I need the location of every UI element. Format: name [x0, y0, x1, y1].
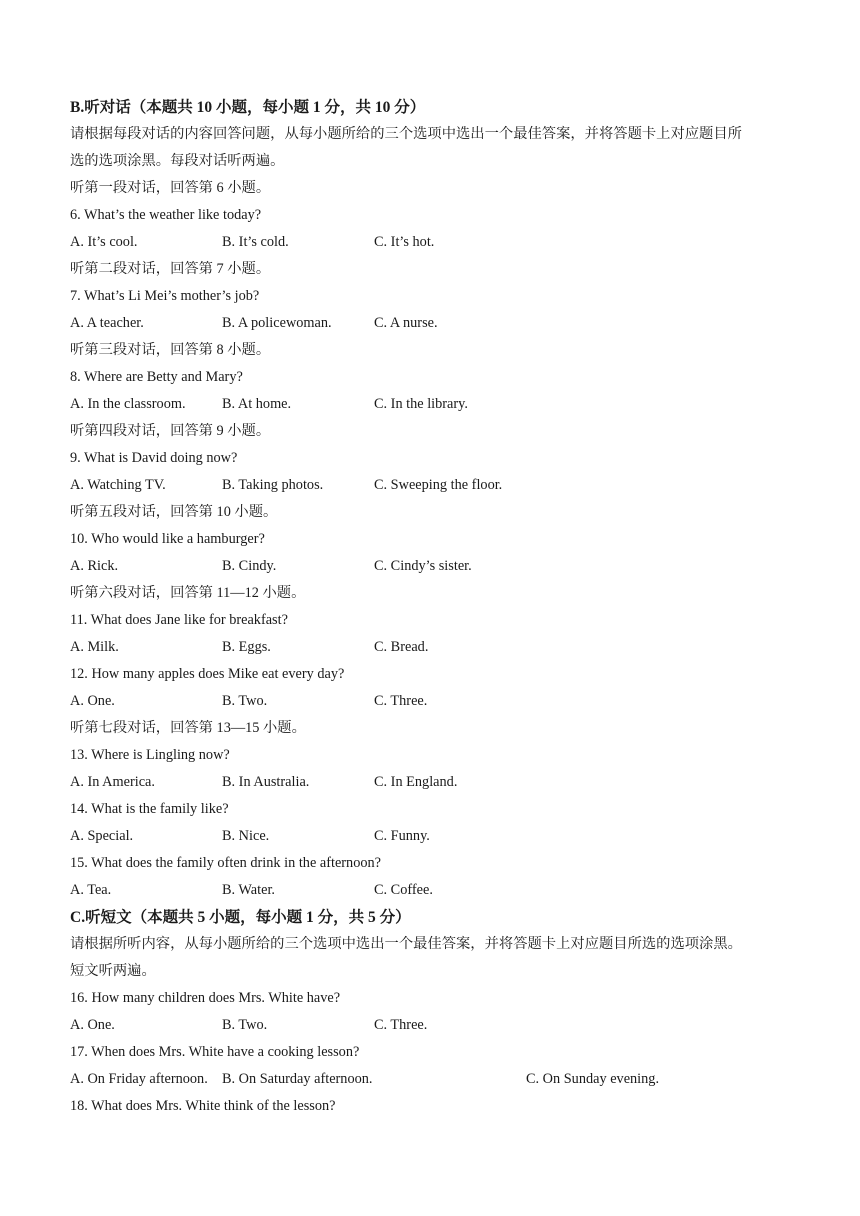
dialogue-note: 听第三段对话，回答第 8 小题。 [70, 342, 271, 358]
option-b: B. Cindy. [222, 558, 277, 574]
option-b: B. Taking photos. [222, 477, 324, 493]
option-b: B. Water. [222, 882, 275, 898]
option-a: A. Rick. [70, 558, 119, 574]
question-10: 10. Who would like a hamburger? [70, 531, 265, 547]
question-18: 18. What does Mrs. White think of the lesson? [70, 1098, 336, 1114]
option-c: C. It’s hot. [374, 234, 435, 250]
options-16 [70, 1012, 790, 1039]
exam-page [70, 94, 790, 1120]
options-10 [70, 553, 790, 580]
dialogue-note: 听第七段对话，回答第 13—15 小题。 [70, 720, 306, 736]
option-c: C. Three. [374, 1017, 428, 1033]
option-c: C. Cindy’s sister. [374, 558, 472, 574]
question-16: 16. How many children does Mrs. White have? [70, 990, 341, 1006]
option-b: B. Eggs. [222, 639, 271, 655]
option-c: C. Sweeping the floor. [374, 477, 503, 493]
option-b: B. Two. [222, 1017, 268, 1033]
option-a: A. One. [70, 1017, 115, 1033]
options-9 [70, 472, 790, 499]
question-12: 12. How many apples does Mike eat every day? [70, 666, 345, 682]
options-14 [70, 823, 790, 850]
options-8 [70, 391, 790, 418]
question-7: 7. What’s Li Mei’s mother’s job? [70, 288, 260, 304]
option-c: C. In the library. [374, 396, 468, 412]
option-a: A. Milk. [70, 639, 119, 655]
option-a: A. In America. [70, 774, 155, 790]
option-c: C. Bread. [374, 639, 429, 655]
option-c: C. On Sunday evening. [526, 1071, 660, 1087]
option-b: B. Two. [222, 693, 268, 709]
options-15 [70, 877, 790, 904]
question-6: 6. What’s the weather like today? [70, 207, 262, 223]
option-b: B. At home. [222, 396, 292, 412]
option-c: C. Coffee. [374, 882, 433, 898]
option-a: A. It’s cool. [70, 234, 138, 250]
option-c: C. Three. [374, 693, 428, 709]
question-11: 11. What does Jane like for breakfast? [70, 612, 288, 628]
option-c: C. Funny. [374, 828, 430, 844]
question-17: 17. When does Mrs. White have a cooking lesson? [70, 1044, 360, 1060]
dialogue-note: 听第一段对话，回答第 6 小题。 [70, 180, 271, 196]
options-17 [70, 1066, 790, 1093]
options-11 [70, 634, 790, 661]
options-6 [70, 229, 790, 256]
options-7 [70, 310, 790, 337]
option-b: B. Nice. [222, 828, 270, 844]
option-b: B. On Saturday afternoon. [222, 1071, 373, 1087]
question-9: 9. What is David doing now? [70, 450, 238, 466]
section-c-instruction: 请根据所听内容，从每小题所给的三个选项中选出一个最佳答案，并将答题卡上对应题目所选的选项涂黑。 [70, 936, 742, 952]
section-c-instruction: 短文听两遍。 [70, 963, 156, 979]
options-12 [70, 688, 790, 715]
section-c-title: C.听短文（本题共 5 小题，每小题 1 分，共 5 分） [70, 909, 411, 926]
option-a: A. A teacher. [70, 315, 144, 331]
option-a: A. Special. [70, 828, 134, 844]
question-13: 13. Where is Lingling now? [70, 747, 230, 763]
option-c: C. A nurse. [374, 315, 438, 331]
dialogue-note: 听第四段对话，回答第 9 小题。 [70, 423, 271, 439]
options-13 [70, 769, 790, 796]
dialogue-note: 听第五段对话，回答第 10 小题。 [70, 504, 278, 520]
section-b-instruction: 请根据每段对话的内容回答问题，从每小题所给的三个选项中选出一个最佳答案，并将答题卡上对应题目所 [70, 126, 742, 142]
section-b-title: B.听对话（本题共 10 小题，每小题 1 分，共 10 分） [70, 99, 426, 116]
option-a: A. Tea. [70, 882, 112, 898]
dialogue-note: 听第六段对话，回答第 11—12 小题。 [70, 585, 306, 601]
question-14: 14. What is the family like? [70, 801, 229, 817]
option-b: B. In Australia. [222, 774, 310, 790]
dialogue-note: 听第二段对话，回答第 7 小题。 [70, 261, 271, 277]
option-b: B. It’s cold. [222, 234, 289, 250]
option-b: B. A policewoman. [222, 315, 332, 331]
question-8: 8. Where are Betty and Mary? [70, 369, 243, 385]
question-15: 15. What does the family often drink in the afternoon? [70, 855, 381, 871]
option-a: A. One. [70, 693, 115, 709]
option-a: A. Watching TV. [70, 477, 166, 493]
option-c: C. In England. [374, 774, 458, 790]
option-a: A. On Friday afternoon. [70, 1071, 208, 1087]
section-b-instruction: 选的选项涂黑。每段对话听两遍。 [70, 153, 285, 169]
option-a: A. In the classroom. [70, 396, 186, 412]
